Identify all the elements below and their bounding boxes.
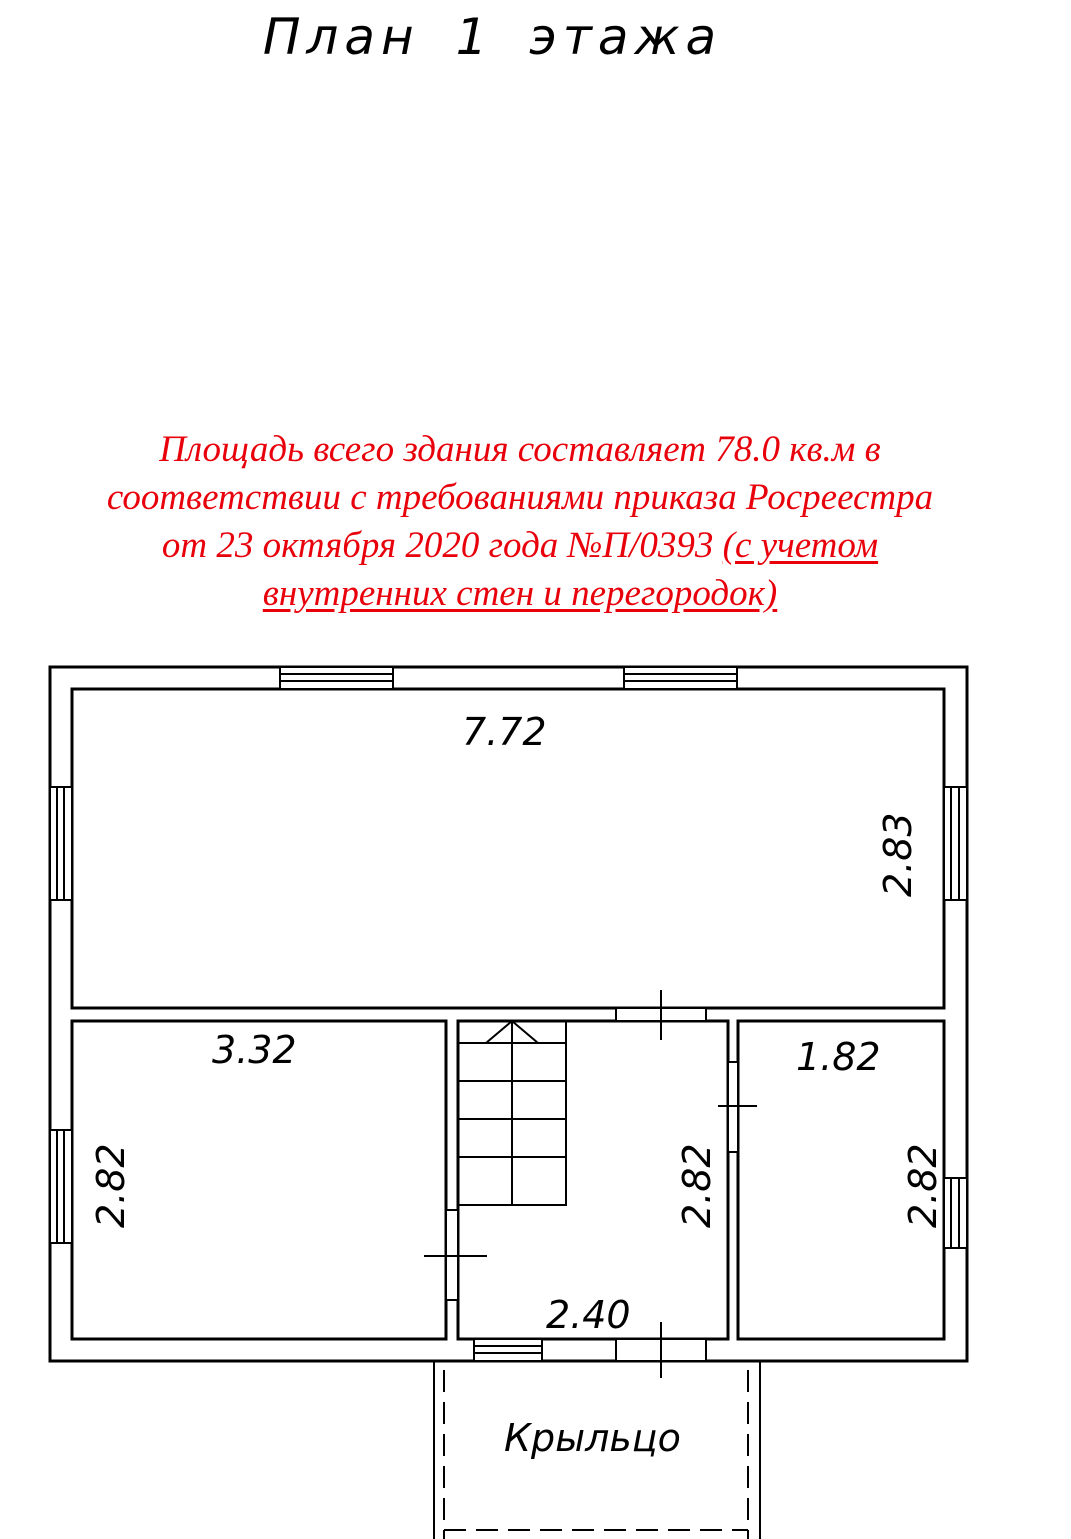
stair-hall-depth-label: 2.82: [675, 1143, 719, 1228]
area-note-line-2: соответствии с требованиями приказа Росреестра: [106, 477, 934, 518]
right-room-width-label: 1.82: [796, 1035, 881, 1079]
right-room-depth-label: 2.82: [901, 1143, 945, 1228]
window-top-right: [624, 667, 737, 689]
window-right-upper: [944, 787, 967, 900]
windows: [50, 667, 967, 1361]
page-title: План 1 этажа: [262, 8, 723, 66]
area-note-line-4-underlined: внутренних стен и перегородок): [262, 573, 778, 614]
left-room-width-label: 3.32: [212, 1028, 297, 1072]
window-left-upper: [50, 787, 72, 900]
window-top-left: [280, 667, 393, 689]
left-room-depth-label: 2.82: [89, 1143, 133, 1228]
window-bottom: [474, 1339, 542, 1361]
porch-label: Крыльцо: [504, 1416, 681, 1460]
area-note-line-3-text: от 23 октября 2020 года №П/0393: [161, 525, 723, 566]
area-note-line-1: Площадь всего здания составляет 78.0 кв.м в: [159, 429, 881, 470]
area-note-line-3-underlined: (с учетом: [722, 525, 879, 566]
stair-hall-width-label: 2.40: [546, 1293, 631, 1337]
main-hall-depth-label: 2.83: [876, 812, 920, 897]
window-left-lower: [50, 1130, 72, 1243]
outer-wall: [50, 667, 967, 1361]
staircase: [458, 1021, 566, 1205]
main-hall-width-label: 7.72: [462, 710, 547, 754]
window-right-lower: [944, 1178, 967, 1248]
